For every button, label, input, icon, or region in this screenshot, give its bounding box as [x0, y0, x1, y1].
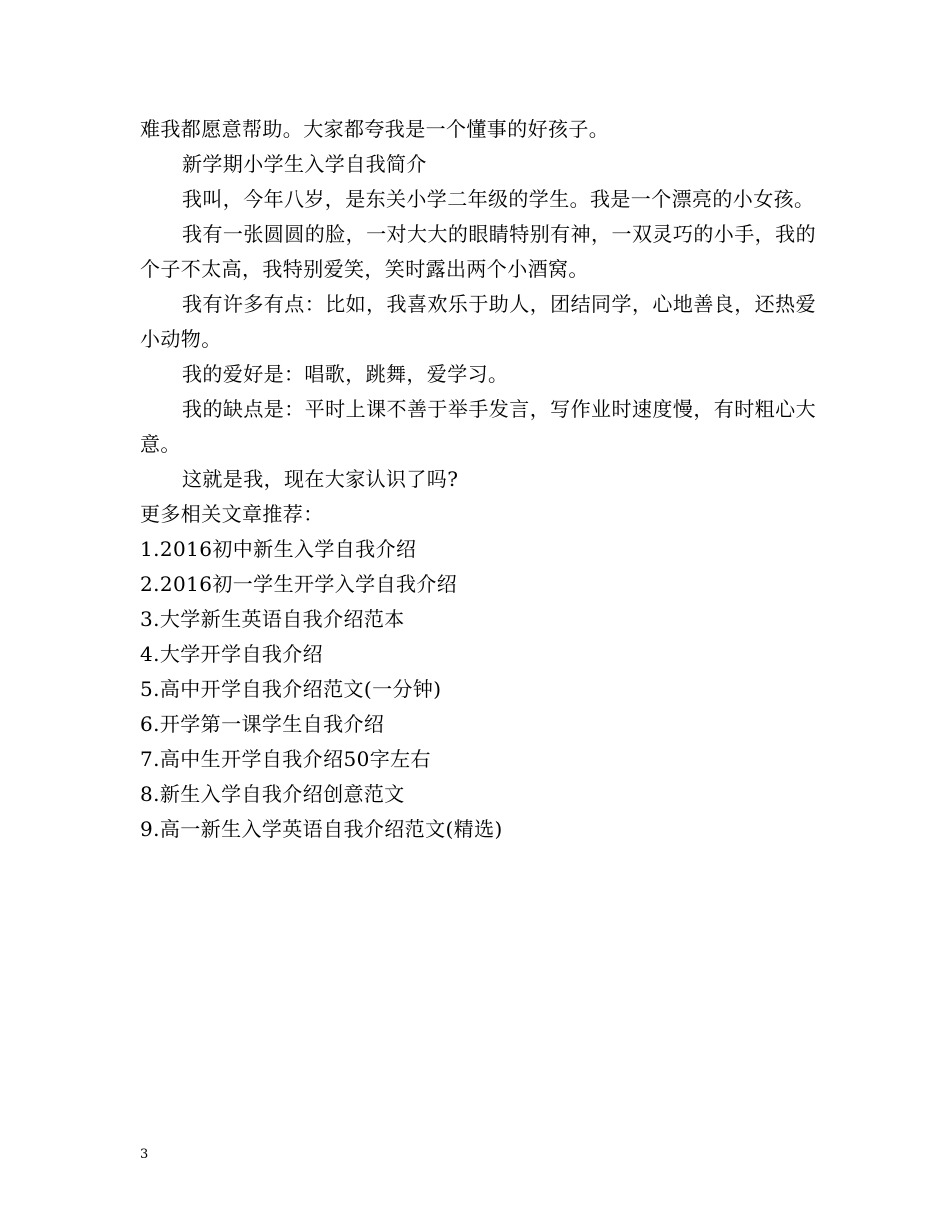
paragraph-weaknesses: 我的缺点是：平时上课不善于举手发言，写作业时速度慢，有时粗心大意。 [140, 397, 816, 456]
related-article-link[interactable]: 8.新生入学自我介绍创意范文 [140, 782, 405, 806]
paragraph-continued: 难我都愿意帮助。大家都夸我是一个懂事的好孩子。 [140, 117, 610, 141]
paragraph-strengths: 我有许多有点：比如，我喜欢乐于助人，团结同学，心地善良，还热爱小动物。 [140, 292, 816, 351]
related-article-link[interactable]: 6.开学第一课学生自我介绍 [140, 712, 385, 736]
paragraph-appearance: 我有一张圆圆的脸，一对大大的眼睛特别有神，一双灵巧的小手，我的个子不太高，我特别爱笑，笑时露出两个小酒窝。 [140, 222, 816, 281]
document-body [140, 112, 816, 847]
related-article-link[interactable]: 4.大学开学自我介绍 [140, 642, 324, 666]
paragraph-intro: 我叫，今年八岁，是东关小学二年级的学生。我是一个漂亮的小女孩。 [182, 187, 815, 211]
related-articles-heading: 更多相关文章推荐： [140, 502, 324, 526]
related-article-link[interactable]: 2.2016初一学生开学入学自我介绍 [140, 572, 458, 596]
related-article-link[interactable]: 5.高中开学自我介绍范文(一分钟) [140, 677, 442, 701]
paragraph-closing: 这就是我，现在大家认识了吗? [182, 467, 459, 491]
related-article-link[interactable]: 1.2016初中新生入学自我介绍 [140, 537, 417, 561]
related-articles-list [140, 532, 816, 847]
paragraph-hobbies: 我的爱好是：唱歌，跳舞，爱学习。 [182, 362, 509, 386]
section-title: 新学期小学生入学自我简介 [182, 152, 427, 176]
related-article-link[interactable]: 9.高一新生入学英语自我介绍范文(精选) [140, 817, 503, 841]
related-article-link[interactable]: 7.高中生开学自我介绍50字左右 [140, 747, 431, 771]
page-number: 3 [140, 1147, 149, 1162]
related-article-link[interactable]: 3.大学新生英语自我介绍范本 [140, 607, 405, 631]
